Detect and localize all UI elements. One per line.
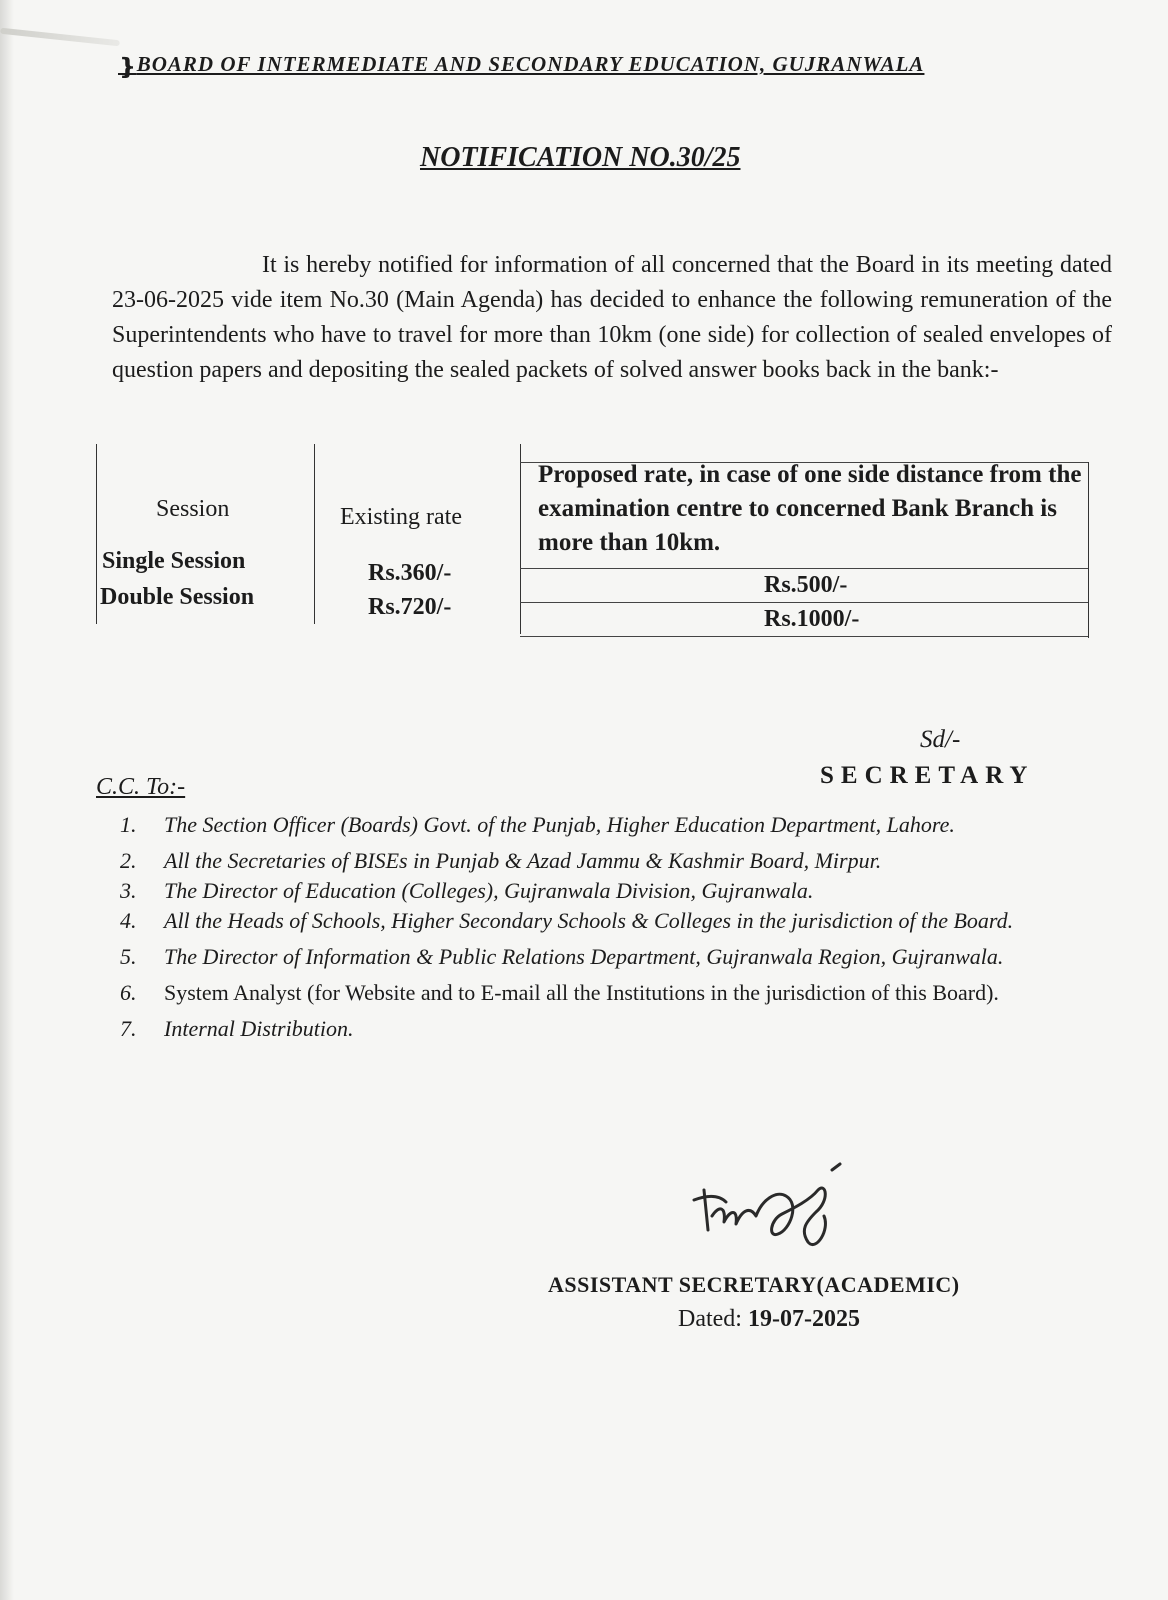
cc-item: 7. Internal Distribution. <box>120 1016 354 1041</box>
handwritten-signature-icon <box>690 1160 850 1260</box>
row-single-proposed: Rs.500/- <box>764 572 848 598</box>
body-paragraph: It is hereby notified for information of all concerned that the Board in its meeting dated 23-06-2025 vide item No.30 (Main Agenda) has decided to enhance the following remuneration of the Superintendents who have to travel for more than 10km (one side) for collection of sealed envelopes of question papers and depositing the sealed packets of solved answer books back in the bank:- <box>112 252 1112 383</box>
notification-body <box>112 248 1112 388</box>
cc-item: 6. System Analyst (for Website and to E-mail all the Institutions in the jurisdiction of this Board). <box>120 980 999 1005</box>
cc-item: 2. All the Secretaries of BISEs in Punjab & Azad Jammu & Kashmir Board, Mirpur. <box>120 848 882 873</box>
notification-title: NOTIFICATION NO.30/25 <box>420 142 741 173</box>
dated-value: 19-07-2025 <box>747 1306 860 1332</box>
paper-edge-shadow <box>0 0 14 1600</box>
table-border <box>520 602 1088 603</box>
header-existing-rate: Existing rate <box>340 504 462 530</box>
table-border <box>96 444 97 624</box>
dated-label: Dated: <box>678 1306 742 1332</box>
cc-item: 1. The Section Officer (Boards) Govt. of the Punjab, Higher Education Department, Lahore. <box>120 812 955 837</box>
header-bullet-icon: ❵ <box>118 54 137 79</box>
row-double-proposed: Rs.1000/- <box>764 606 860 632</box>
binding-thread <box>0 28 120 47</box>
table-border <box>1088 462 1089 638</box>
cc-list <box>120 810 1110 1044</box>
board-name: BOARD OF INTERMEDIATE AND SECONDARY EDUCATION, GUJRANWALA <box>136 52 925 76</box>
row-single-session: Single Session <box>102 548 246 574</box>
dated-line <box>678 1306 860 1333</box>
assistant-secretary-designation: ASSISTANT SECRETARY(ACADEMIC) <box>548 1272 960 1297</box>
row-double-existing: Rs.720/- <box>368 594 452 620</box>
rate-table <box>96 444 1116 644</box>
cc-heading: C.C. To:- <box>96 774 186 800</box>
row-double-session: Double Session <box>100 584 255 610</box>
header-session: Session <box>156 496 230 522</box>
cc-item: 4. All the Heads of Schools, Higher Secondary Schools & Colleges in the jurisdiction of the Board. <box>120 908 1014 933</box>
table-border <box>520 636 1088 637</box>
header-proposed-rate: Proposed rate, in case of one side distance from the examination centre to concerned Bank Branch is more than 10km. <box>538 461 1082 556</box>
board-header <box>118 52 1108 77</box>
table-border <box>520 444 521 634</box>
cc-item: 3. The Director of Education (Colleges), Gujranwala Division, Gujranwala. <box>120 878 814 903</box>
secretary-designation: SECRETARY <box>820 762 1035 789</box>
table-border <box>520 568 1088 569</box>
row-single-existing: Rs.360/- <box>368 560 452 586</box>
table-border <box>314 444 315 624</box>
sd-mark: Sd/- <box>920 726 961 753</box>
cc-item: 5. The Director of Information & Public Relations Department, Gujranwala Region, Gujranwala. <box>120 944 1004 969</box>
